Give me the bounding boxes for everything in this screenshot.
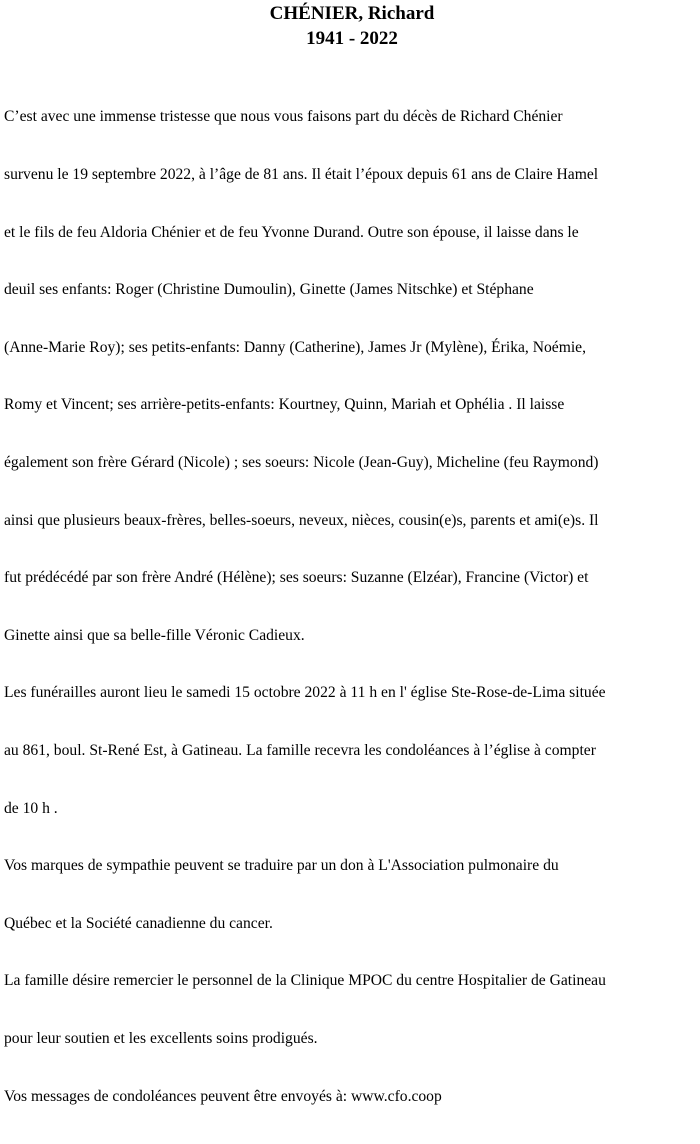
text-line: fut prédécédé par son frère André (Hélène); ses soeurs: Suzanne (Elzéar), Francine (Victor) et — [4, 569, 589, 587]
funeral-info-line: au 861, boul. St-René Est, à Gatineau. La famille recevra les condoléances à l’église à compter — [4, 741, 596, 759]
life-years: 1941 - 2022 — [306, 28, 398, 49]
text-line: également son frère Gérard (Nicole) ; ses soeurs: Nicole (Jean-Guy), Micheline (feu Raymond) — [4, 453, 599, 471]
obituary-header — [0, 0, 700, 51]
text-line: deuil ses enfants: Roger (Christine Dumoulin), Ginette (James Nitschke) et Stéphane — [4, 281, 534, 299]
text-line: Romy et Vincent; ses arrière-petits-enfants: Kourtney, Quinn, Mariah et Ophélia . Il laisse — [4, 396, 565, 414]
funeral-info-line: Les funérailles auront lieu le samedi 15 octobre 2022 à 11 h en l' église Ste-Rose-de-Lima située — [4, 684, 606, 702]
donation-line: Québec et la Société canadienne du cancer. — [4, 914, 273, 932]
text-line: C’est avec une immense tristesse que nous vous faisons part du décès de Richard Chénier — [4, 108, 563, 126]
thanks-line: pour leur soutien et les excellents soins prodigués. — [4, 1029, 318, 1047]
text-line: Ginette ainsi que sa belle-fille Véronic Cadieux. — [4, 626, 305, 644]
deceased-name: CHÉNIER, Richard — [269, 3, 435, 24]
text-line: survenu le 19 septembre 2022, à l’âge de 81 ans. Il était l’époux depuis 61 ans de Claire Hamel — [4, 166, 599, 183]
text-line: (Anne-Marie Roy); ses petits-enfants: Danny (Catherine), James Jr (Mylène), Érika, Noémie, — [4, 338, 586, 356]
text-line: ainsi que plusieurs beaux-frères, belles-soeurs, neveux, nièces, cousin(e)s, parents et ami(e)s. Il — [4, 511, 599, 529]
text-line: et le fils de feu Aldoria Chénier et de feu Yvonne Durand. Outre son épouse, il laisse dans le — [4, 223, 579, 241]
thanks-line: La famille désire remercier le personnel de la Clinique MPOC du centre Hospitalier de Gatineau — [4, 972, 606, 990]
funeral-info-line: de 10 h . — [4, 799, 58, 817]
donation-line: Vos marques de sympathie peuvent se traduire par un don à L'Association pulmonaire du — [4, 857, 559, 875]
condolences-line: Vos messages de condoléances peuvent être envoyés à: www.cfo.coop — [4, 1087, 442, 1105]
obituary-text — [4, 69, 700, 1144]
